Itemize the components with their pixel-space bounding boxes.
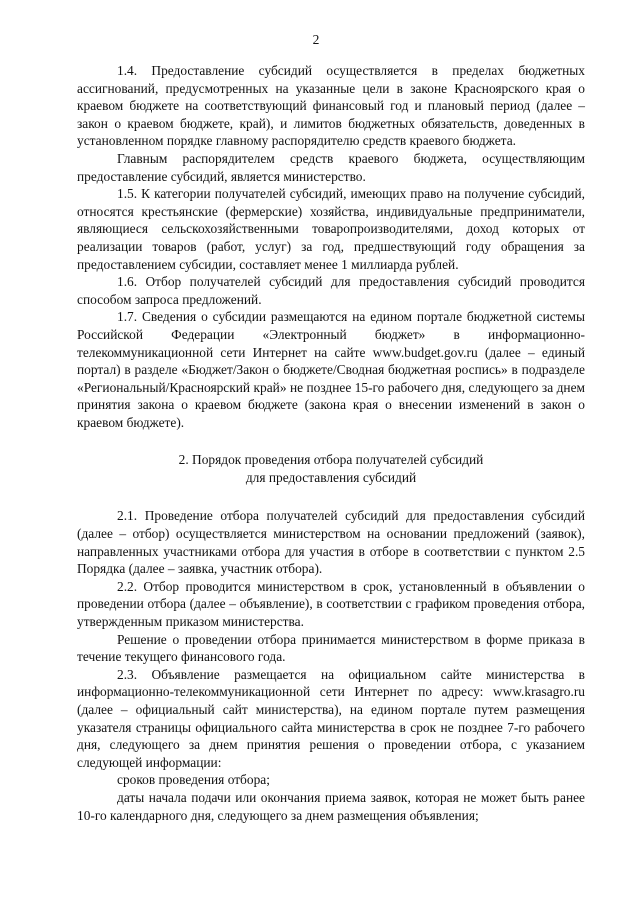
page-number: 2 [312,32,320,47]
section-2-heading-line-1: 2. Порядок проведения отбора получателей субсидий [178,452,484,468]
paragraph-2-2: 2.2. Отбор проводится министерством в срок, установленный в объявлении о проведении отбора (далее – объявление), в соответствии с графиком проведения отбора, утвержденным приказом министерства. [77,578,585,630]
section-2-heading [77,451,585,487]
paragraph-2-1: 2.1. Проведение отбора получателей субсидий для предоставления субсидий (далее – отбор) осуществляется министерством на основании предложений (заявок), направленных участниками отбора для участия в отборе в соответствии с пунктом 2.5 Порядка (далее – заявка, участник отбора). [77,508,585,577]
paragraph-1-7: 1.7. Сведения о субсидии размещаются на едином портале бюджетной системы Российской Федерации «Электронный бюджет» в информационно-телекоммуникационной сети Интернет на сайте www.budget.gov.ru (далее – единый портал) в разделе «Бюджет/Закон о бюджете/Сводная бюджетная роспись» в подразделе «Региональный/Красноярский край» не позднее 15-го рабочего дня, следующего за днем принятия закона о краевом бюджете (закона края о внесении изменений в закон о краевом бюджете). [77,309,585,430]
paragraph-terms: сроков проведения отбора; [117,772,270,788]
paragraph-decision: Решение о проведении отбора принимается министерством в форме приказа в течение текущего финансового года. [77,631,585,665]
document-body [77,62,585,824]
paragraph-1-5: 1.5. К категории получателей субсидий, имеющих право на получение субсидий, относятся крестьянские (фермерские) хозяйства, индивидуальные предприниматели, являющиеся сельскохозяйственными товаропроизводителями, доход которых от реализации товаров (работ, услуг) за год, предшествующий году обращения за предоставлением субсидии, составляет менее 1 миллиарда рублей. [77,186,585,272]
paragraph-2-3: 2.3. Объявление размещается на официальном сайте министерства в информационно-телекоммуникационной сети Интернет по адресу: www.krasagro.ru (далее – официальный сайт министерства), на едином портале путем размещения указателя страницы официального сайта министерства в срок не позднее 7-го рабочего дня, следующего за днем принятия решения о проведении отбора, с указанием следующей информации: [77,666,585,770]
paragraph-1-6: 1.6. Отбор получателей субсидий для предоставления субсидий проводится способом запроса предложений. [77,274,585,307]
paragraph-dates: даты начала подачи или окончания приема заявок, которая не может быть ранее 10-го календарного дня, следующего за днем размещения объявления; [77,789,585,823]
paragraph-main-distributor: Главным распорядителем средств краевого бюджета, осуществляющим предоставление субсидий, является министерство. [77,150,585,184]
section-2-heading-line-2: для предоставления субсидий [245,470,417,486]
paragraph-1-4: 1.4. Предоставление субсидий осуществляется в пределах бюджетных ассигнований, предусмотренных на указанные цели в законе Красноярского края о краевом бюджете на соответствующий финансовый год и плановый период (далее – закон о краевом бюджете, край), и лимитов бюджетных обязательств, доведенных в установленном порядке главному распорядителю средств краевого бюджета. [77,63,585,149]
